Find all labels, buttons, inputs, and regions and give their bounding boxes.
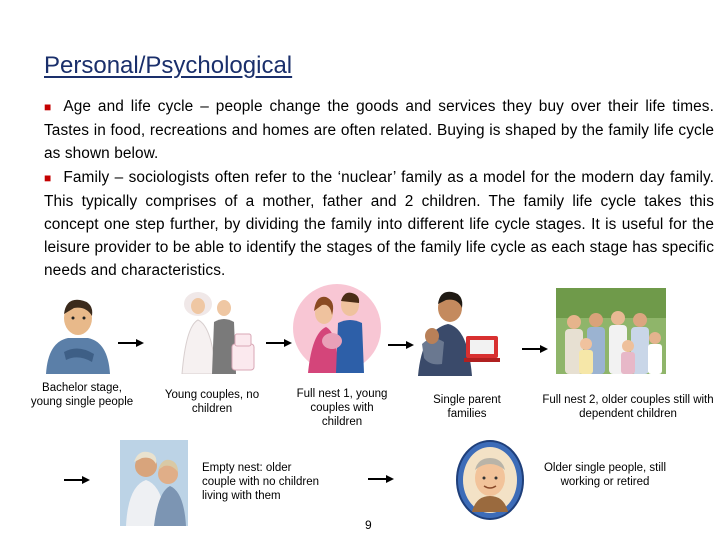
bullet-heading: Family xyxy=(63,168,110,186)
body-text xyxy=(44,95,714,283)
stage-label-older-single: Older single people, still working or retired xyxy=(543,462,667,488)
bullet-age-life-cycle xyxy=(44,95,714,166)
stage-label-bachelor: Bachelor stage, young single people xyxy=(30,382,134,408)
older-couple-photo xyxy=(120,440,188,526)
stage-label-full-nest-2: Full nest 2, older couples still with dependent children xyxy=(542,394,714,420)
bullet-text: sociologists often refer to the ‘nuclear’ family as a model for the modern day family. This typically comprises of a mother, father and 2 children. The family life cycle takes this concept one step further, by dividing the family into different life cycle stages. It is useful for the leisure provider to be able to identify the stages of the family life cycle as each stage has specific needs and characteristics. xyxy=(44,168,714,280)
stage-label-full-nest-1: Full nest 1, young couples with children xyxy=(296,388,388,428)
single-parent-illustration xyxy=(408,284,504,376)
bullet-text: people change the goods and services they buy over their life times. Tastes in food, recreations and homes are often related. Buying is shaped by the family life cycle as shown below. xyxy=(44,98,714,163)
square-bullet-icon: ■ xyxy=(44,100,52,114)
stage-label-single-parent: Single parent families xyxy=(433,394,501,420)
bullet-dash: – xyxy=(109,168,129,186)
stage-label-young-couples: Young couples, no children xyxy=(164,389,260,415)
large-family-photo xyxy=(556,288,666,374)
older-man-illustration xyxy=(456,440,524,520)
square-bullet-icon: ■ xyxy=(44,170,52,185)
young-family-illustration xyxy=(292,283,382,373)
arrow-right-icon xyxy=(388,340,414,350)
stage-label-empty-nest: Empty nest: older couple with no children living with them xyxy=(202,462,319,502)
slide-title: Personal/Psychological xyxy=(44,52,293,79)
bullet-family xyxy=(44,166,714,283)
bullet-heading: Age and life cycle xyxy=(63,98,194,115)
arrow-right-icon xyxy=(266,338,292,348)
arrow-right-icon xyxy=(368,474,394,484)
arrow-right-icon xyxy=(118,338,144,348)
arrow-right-icon xyxy=(64,475,90,485)
arrow-right-icon xyxy=(522,344,548,354)
page-number: 9 xyxy=(365,518,372,532)
bachelor-illustration xyxy=(38,292,118,374)
wedding-couple-illustration xyxy=(168,286,260,374)
bullet-dash: – xyxy=(193,98,216,115)
